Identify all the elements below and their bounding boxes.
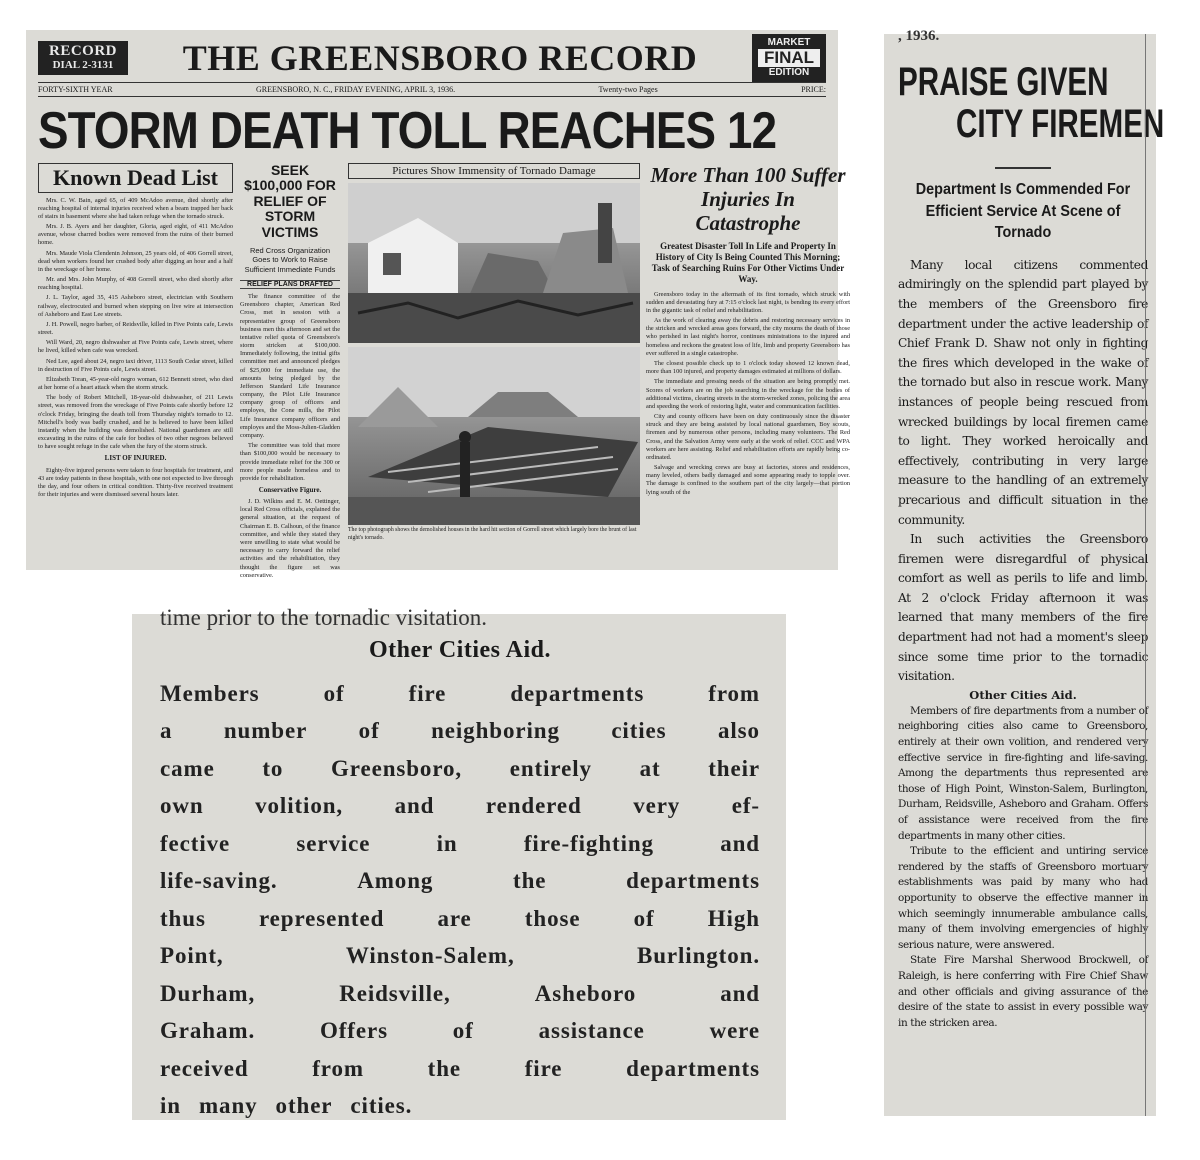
clipping-word: cities.	[350, 1093, 413, 1119]
headline-rule	[995, 167, 1051, 169]
column-paragraph: Many local citizens commented admiringly on the splendid part played by the members of the Greensboro fire department under the active leadership of Chief Frank D. Shaw not only in fighting the fires which developed in the wake of the tornado but also in rescue work. Many instances of people being rescued from wrecked buildings by local firemen came to light. They worked heroically and effectively, contributing in very large measure to the handling of an extremely precarious and difficult situation in the community.	[898, 257, 1148, 527]
column-paragraph: In such activities the Greensboro firemen were disregardful of physical comfort as well as perils to life and limb. At 2 o'clock Friday afternoon it was learned that many members of the fire department had not had a moment's sleep since some time prior to the tornadic visitation.	[898, 532, 1148, 684]
clipping-word: High	[707, 905, 760, 931]
clipping-word: a	[160, 718, 173, 744]
clipping-word: other	[275, 1093, 333, 1119]
clipping-word: the	[513, 868, 547, 894]
injuries-paragraph: Greensboro today in the aftermath of its first tornado, which struck with sudden and devastating fury at 7:15 o'clock last night, is bending its every effort in the gigantic task of relief and rehabilitation.	[646, 290, 850, 314]
clipping-word: the	[427, 1055, 462, 1081]
column-headline-line2: CITY FIREMEN	[956, 102, 1165, 146]
relief-column	[240, 162, 340, 579]
clipping-word: ef-	[731, 793, 760, 819]
clipping-word: are	[437, 905, 472, 931]
photo-section-title: Pictures Show Immensity of Tornado Damage	[348, 163, 640, 179]
clipping-line	[160, 862, 760, 900]
dead-list-entry: Mr. and Mrs. John Murphy, of 408 Gorrell street, who died shortly after reaching hospital.	[38, 276, 233, 292]
clipping-line	[160, 975, 760, 1013]
injured-paragraph: Eighty-five injured persons were taken to four hospitals for treatment, and 43 are today patients in these hospitals, with one not expected to live through the day, and four others in critical condition. Thirty-five received treatment for their injuries and were dismissed several hours later.	[38, 466, 233, 499]
clipping-word: those	[524, 905, 581, 931]
clipping-line	[160, 1087, 760, 1125]
clipping-word: many	[198, 1093, 258, 1119]
clipping-line	[160, 675, 760, 713]
clipping-word: rendered	[485, 793, 582, 819]
clipping-word: fire	[524, 1055, 563, 1081]
clipping-word: departments	[510, 680, 645, 706]
relief-deck: Red Cross Organization Goes to Work to Raise Sufficient Immediate Funds	[244, 245, 336, 274]
clipped-line: time prior to the tornadic visitation.	[160, 605, 488, 630]
clipping-word: of	[633, 905, 655, 931]
relief-subhead: Conservative Figure.	[258, 486, 322, 495]
clipping-word: Greensboro,	[331, 755, 463, 781]
clipping-line	[160, 1050, 760, 1088]
clipping-word: Reidsville,	[339, 980, 451, 1006]
clipping-word: of	[358, 718, 380, 744]
tornado-damage-photo-bottom	[348, 347, 640, 525]
column-paragraph: State Fire Marshal Sherwood Brockwell, of Raleigh, is here conferring with Fire Chief Shaw and other officials and giving assurance of the desire of the state to assist in every possible way in the stricken area.	[898, 954, 1148, 1029]
clipping-word: their	[708, 755, 760, 781]
clipping-word: thus	[160, 905, 206, 931]
clipping-word: Winston-Salem,	[345, 943, 515, 969]
masthead	[38, 36, 826, 80]
injuries-paragraph: City and county officers have been on duty continuously since the disaster struck and they are being assisted by local national guardsmen, Boy scouts, firemen and by numerous other persons, including many volunteers. The Red Cross, and the Salvation Army were early at the work of relief. CCC and WPA workers are here assisting. Relief and rehabilitation efforts are rapidly being co-ordinated.	[646, 413, 850, 461]
clipping-word: also	[717, 718, 760, 744]
clipping-word: volition,	[255, 793, 344, 819]
clipping-word: were	[709, 1018, 760, 1044]
clipping-word: of	[323, 680, 345, 706]
clipping-word: Point,	[160, 943, 224, 969]
dead-list-entry: Will Ward, 20, negro dishwasher at Five Points cafe, Lewis street, where he lived, killed when cafe was wrecked.	[38, 339, 233, 355]
injuries-paragraph: As the work of clearing away the debris and restoring necessary services in the stricken and wrecked areas goes forward, the city mourns the death of those who perished in last night's horror, continues ministrations to the injured and homeless and reckons the greatest loss of life, limb and property Greensboro has ever suffered in a single catastrophe.	[646, 317, 850, 357]
column-deck: Department Is Commended For Efficient Service At Scene of Tornado	[915, 181, 1131, 242]
masthead-right-ear	[752, 34, 826, 83]
injuries-column	[646, 163, 850, 525]
relief-paragraph: The committee was told that more than $100,000 would be necessary to provide immediate relief for the 300 or more people made homeless and to provide for rehabilitation.	[240, 442, 340, 482]
relief-paragraph: The finance committee of the Greensboro chapter, American Red Cross, met in session with a representative group of Greensboro business men this afternoon and set the tentative relief quota of Greensboro's storm stricken at $100,000. Immediately following, the initial gifts committee met and announced pledges of $25,000 for immediate use, the amounts being pledged by the Jefferson Standard Life Insurance company, the Pilot Life Insurance company group of officers and employes, the Cone mills, the Pilot Life Insurance company officers and employes and the Moss-Julien-Gladden company.	[240, 293, 340, 439]
clipping-word: Asheboro	[534, 980, 637, 1006]
masthead-left-ear	[38, 41, 128, 74]
clipping-word: departments	[626, 868, 760, 894]
clipping-word: from	[312, 1055, 364, 1081]
ear-left-top: RECORD	[48, 43, 117, 60]
column-paragraph: Members of fire departments from a number of neighboring cities also came to Greensboro, entirely at their own volition, and rendered very effective service in fire-fighting and life-saving. Among the departments thus represented are those of High Point, Winston-Salem, Burlington, Durham, Reidsville, Asheboro and Graham. Offers of assistance were received from the fire departments in many other cities.	[898, 704, 1148, 842]
clipping-word: from	[708, 680, 760, 706]
clipping-word: departments	[626, 1055, 760, 1081]
clipping-word: to	[262, 755, 284, 781]
clipping-word: and	[720, 980, 760, 1006]
clipping-word: represented	[258, 905, 385, 931]
clipping-heading: Other Cities Aid.	[368, 637, 552, 663]
firemen-column-clipping	[884, 28, 1165, 1116]
clipping-body	[160, 675, 760, 1125]
relief-paragraph: J. D. Wilkins and E. M. Oettinger, local Red Cross officials, explained the general situation, at the request of Chairman E. B. Calhoun, of the finance committee, and while they stated they were unwilling to state what would be necessary to carry forward the relief activities and the rehabilitation, they thought the figure set was conservative.	[240, 498, 340, 579]
dead-list-entry: J. H. Powell, negro barber, of Reidsville, killed in Five Points cafe, Lewis street.	[38, 320, 233, 337]
clipping-word: fective	[160, 830, 231, 856]
clipping-word: fire-fighting	[523, 830, 654, 856]
clipping-line	[160, 937, 760, 975]
column-subhead: Other Cities Aid.	[969, 687, 1077, 702]
known-dead-column	[38, 163, 233, 525]
relief-headline: SEEK $100,000 FOR RELIEF OF STORM VICTIMS	[244, 162, 336, 240]
dead-list-entry: Mrs. Maude Viola Clendenin Johnson, 25 years old, of 406 Gorrell street, dead when workers found her crushed body after digging an hour and a half in the wreckage of her home.	[38, 249, 233, 273]
clipping-word: number	[223, 718, 308, 744]
injured-subhead: LIST OF INJURED.	[104, 454, 167, 463]
dateline-year: FORTY-SIXTH YEAR	[38, 85, 113, 94]
photo-caption: The top photograph shows the demolished houses in the hard hit section of Gorrell street which largely bore the brunt of last night's tornado.	[348, 527, 637, 541]
clipping-line	[160, 750, 760, 788]
injuries-paragraph: Salvage and wrecking crews are busy at factories, stores and residences, many leveled, others badly damaged and some appearing ready to topple over. The damage is confined to the southern part of the city largely—that portion lying south of the	[646, 464, 850, 496]
ear-right-middle: FINAL	[758, 49, 820, 67]
clipping-line	[160, 900, 760, 938]
enlarged-clipping	[132, 605, 786, 1120]
column-headline-line1: PRAISE GIVEN	[898, 60, 1109, 104]
column-paragraph: Tribute to the efficient and untiring service rendered by the staffs of Greensboro mortuary establishments was paid by many who had opportunity to observe the effective manner in which seemingly innumerable ambulance calls, many of them involving emergencies of highly serious nature, were answered.	[898, 845, 1148, 951]
ear-left-bottom: DIAL 2-3131	[52, 59, 114, 72]
newspaper-nameplate: THE GREENSBORO RECORD	[182, 38, 698, 78]
clipping-word: service	[296, 830, 371, 856]
clipping-word: life-saving.	[160, 868, 278, 894]
clipping-word: entirely	[509, 755, 592, 781]
front-page-columns	[38, 162, 850, 579]
clipping-word: in	[160, 1093, 181, 1119]
dead-list-entry: The body of Robert Mitchell, 18-year-old dishwasher, of 211 Lewis street, was removed from the wreckage of Five Points cafe shortly before 12 o'clock Friday, bringing the death toll from Thursday night's tornado to 12. Mitchell's body was badly crushed, and he is believed to have been killed instantly when the building was demolished. National guardsmen are still excavating in the ruins of the cafe for bodies of two other negroes believed to have sought refuge in the cafe when the fury of the storm struck.	[38, 394, 233, 451]
clipping-word: neighboring	[431, 718, 560, 744]
injuries-paragraph: The closest possible check up to 1 o'clock today showed 12 known dead, more than 100 injured, and property damages estimated at millions of dollars.	[646, 359, 850, 376]
clipping-line	[160, 787, 760, 825]
adjacent-column-edge	[1145, 34, 1156, 1116]
injuries-paragraph: The immediate and pressing needs of the situation are being promptly met. Scores of workers are on the job searching in the wreckage for the bodies of additional victims, clearing streets in the storm-wrecked zones, policing the area and speeding the work of restoring light, water and communication facilities.	[646, 378, 850, 410]
photo-column	[348, 163, 640, 541]
dateline-place-date: GREENSBORO, N. C., FRIDAY EVENING, APRIL 3, 1936.	[255, 85, 456, 94]
clipping-line	[160, 1012, 760, 1050]
clipping-line	[160, 825, 760, 863]
clipping-word: very	[633, 793, 681, 819]
dateline-price: PRICE:	[801, 85, 826, 94]
dead-list-entry: Elizabeth Toran, 45-year-old negro woman, 612 Bennett street, who died at her home of a heart attack when the storm struck.	[38, 375, 233, 392]
clipping-word: Durham,	[160, 980, 256, 1006]
clipping-word: Members	[160, 680, 260, 706]
clipping-word: and	[720, 830, 760, 856]
clipping-word: and	[394, 793, 435, 819]
main-headline: STORM DEATH TOLL REACHES 12	[38, 102, 777, 160]
clipping-word: own	[160, 793, 204, 819]
ear-right-top: MARKET	[767, 36, 811, 48]
clipping-word: came	[160, 755, 215, 781]
dateline-pages: Twenty-two Pages	[598, 85, 658, 94]
clipping-word: Burlington.	[636, 943, 760, 969]
clipped-date: , 1936.	[898, 28, 940, 44]
clipping-word: received	[160, 1055, 249, 1081]
dead-list-entry: Ned Lee, aged about 24, negro taxi driver, 1113 South Cedar street, killed in destruction of Five Points cafe, Lewis street.	[38, 357, 233, 373]
clipping-word: Offers	[319, 1018, 388, 1044]
clipping-word: assistance	[538, 1018, 645, 1044]
tornado-damage-photo-top	[348, 183, 640, 343]
clipping-word: cities	[611, 718, 667, 744]
relief-kicker: RELIEF PLANS DRAFTED	[240, 280, 340, 289]
clipping-word: Graham.	[160, 1018, 256, 1044]
dead-list-entry: Mrs. J. B. Ayers and her daughter, Gloria, aged eight, of 411 McAdoo avenue, whose charred bodies were removed from the ruins of their burned home.	[38, 223, 233, 247]
ear-right-bottom: EDITION	[768, 66, 810, 78]
dateline	[38, 82, 826, 97]
clipping-word: in	[436, 830, 458, 856]
injuries-headline: More Than 100 Suffer Injuries In Catastrophe	[650, 163, 846, 236]
front-page-scan	[26, 30, 850, 579]
clipping-line	[160, 712, 760, 750]
clipping-word: at	[639, 755, 661, 781]
clipping-word: fire	[408, 680, 447, 706]
dead-list-entry: Mrs. C. W. Bain, aged 65, of 409 McAdoo avenue, died shortly after reaching hospital of internal injuries received when a beam trapped her back of stairs in basement where she had taken refuge when the tornado struck.	[38, 196, 233, 220]
injuries-deck: Greatest Disaster Toll In Life and Property In History of City Is Being Counted This Morning; Task of Searching Ruins For Other Victims Under Way.	[651, 241, 845, 284]
dead-list-entry: J. L. Taylor, aged 35, 415 Asheboro street, electrician with Southern railway, electrocuted and burned when stepping on live wire at intersection of Asheboro and East Lee streets.	[38, 294, 233, 318]
clipping-word: of	[452, 1018, 474, 1044]
known-dead-title: Known Dead List	[38, 163, 233, 193]
clipping-word: Among	[357, 868, 434, 894]
